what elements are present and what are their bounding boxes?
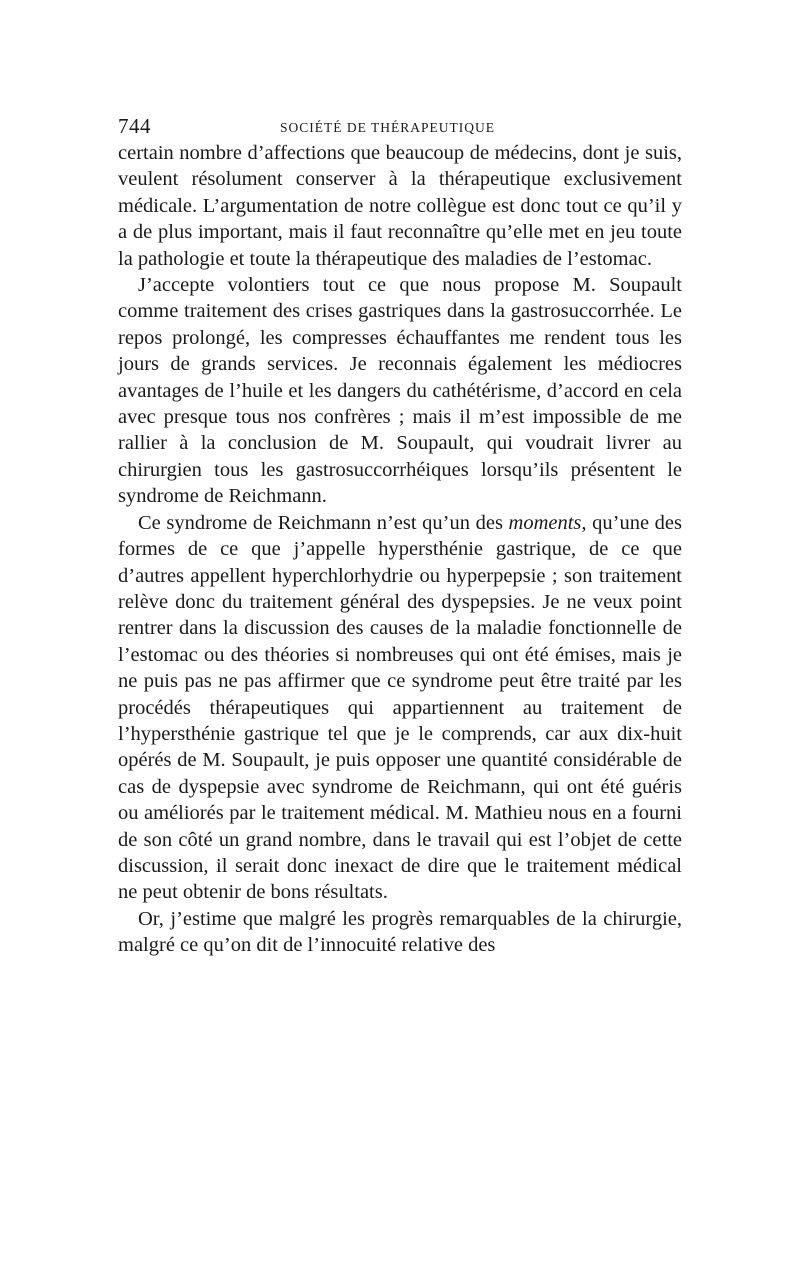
paragraph-3-start: Ce syndrome de Reichmann n’est qu’un des (138, 511, 509, 534)
paragraph-3-rest: , qu’une des formes de ce que j’appelle hypersthénie gastrique, de ce que d’autres appellent hyperchlorhydrie ou hyperpepsie ; son traitement relève donc du traitement général des dyspepsies. Je ne veux point rentrer dans la discussion des causes de la maladie fonctionnelle de l’estomac ou des théories si nombreuses qui ont été émises, mais je ne puis pas ne pas affirmer que ce syndrome peut être traité par les procédés thérapeutiques qui appartiennent au traitement de l’hypersthénie gastrique tel que je le comprends, car aux dix-huit opérés de M. Soupault, je puis opposer une quantité considérable de cas de dyspepsie avec syndrome de Reichmann, qui ont été guéris ou améliorés par le traitement médical. M. Mathieu nous en a fourni de son côté un grand nombre, dans le travail qui est l’objet de cette discussion, il serait donc inexact de dire que le traitement médical ne peut obtenir de bons résultats. (118, 511, 682, 904)
book-page (118, 100, 682, 959)
running-title: SOCIÉTÉ DE THÉRAPEUTIQUE (280, 120, 495, 135)
emphasis-moments: moments (508, 511, 582, 534)
page-number: 744 (118, 114, 151, 138)
paragraph-3 (118, 510, 682, 906)
paragraph-2: J’accepte volontiers tout ce que nous propose M. Soupault comme traitement des crises gastriques dans la gastrosuccorrhée. Le repos prolongé, les compresses échauffantes me rendent tous les jours de grands services. Je reconnais également les médiocres avantages de l’huile et les dangers du cathétérisme, d’accord en cela avec presque tous nos confrères ; mais il m’est impossible de me rallier à la conclusion de M. Soupault, qui voudrait livrer au chirurgien tous les gastrosuccorrhéiques lorsqu’ils présentent le syndrome de Reichmann. (118, 274, 682, 508)
paragraph-1: certain nombre d’affections que beaucoup de médecins, dont je suis, veulent résolument conserver à la thérapeutique exclusivement médicale. L’argumentation de notre collègue est donc tout ce qu’il y a de plus important, mais il faut reconnaître qu’elle met en jeu toute la pathologie et toute la thérapeutique des maladies de l’estomac. (118, 142, 682, 270)
body-text (118, 140, 682, 959)
paragraph-4: Or, j’estime que malgré les progrès remarquables de la chirurgie, malgré ce qu’on dit de l’innocuité relative des (118, 907, 682, 957)
running-header (118, 100, 682, 140)
